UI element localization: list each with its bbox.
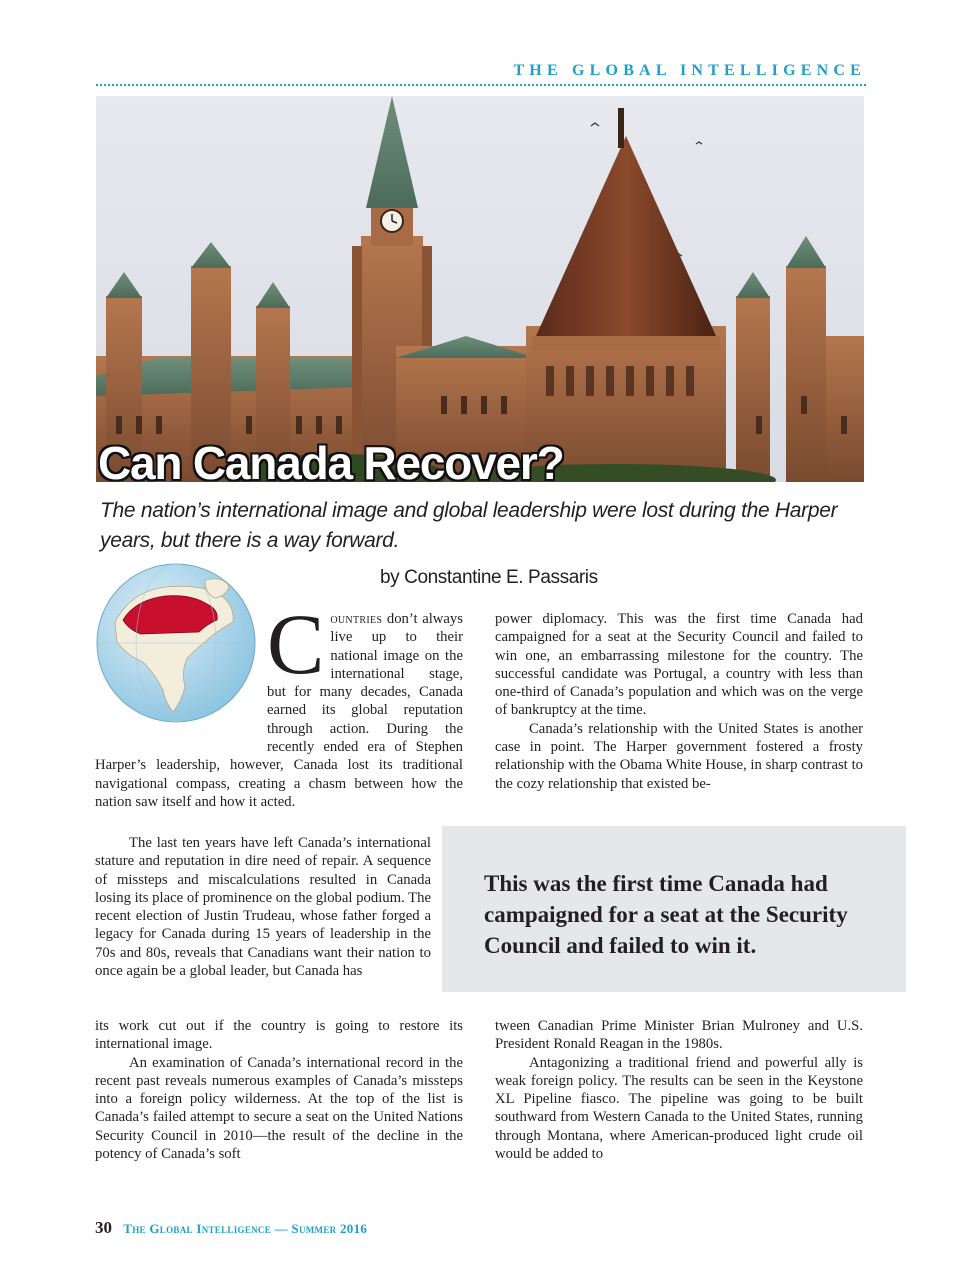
paragraph-3: An examination of Canada’s international record in the recent past reveals numerous examples of Canada’s missteps into a foreign policy wilderness. At the top of the list is Canada’s failed attempt to secure a seat on the United Nations Security Council in 2010—the result of the decline in the potency of Canada’s soft	[95, 1054, 463, 1163]
column-left-middle	[95, 834, 431, 980]
lead-smallcaps: ountries	[330, 611, 383, 627]
masthead: THE GLOBAL INTELLIGENCE	[96, 62, 866, 86]
globe-wrap-space	[95, 610, 267, 756]
byline: by Constantine E. Passaris	[380, 567, 598, 588]
paragraph-3-end: power diplomacy. This was the first time Canada had campaigned for a seat at the Security Council and failed to win one, an embarrassing milestone for the country. The successful candidate was Portugal, a country with less than one-third of Canada’s population and which was on the verge of bankruptcy at the time.	[495, 611, 863, 719]
paragraph-1-text: don’t always live up to their national image on the international stage, but for many decades, Canada earned its global reputation through action. During the recently ended era of Stephen Harper’s leadership, however, Canada lost its traditional navigational compass, creating a chasm between how the nation saw itself and how it acted.	[95, 611, 463, 810]
page-number: 30	[95, 1218, 112, 1237]
parliament-illustration	[96, 96, 864, 482]
column-left-bottom	[95, 1017, 463, 1163]
pull-quote-text: This was the first time Canada had campaigned for a seat at the Security Council and failed to win it.	[484, 871, 848, 958]
column-left-top	[95, 596, 463, 811]
article-title: Can Canada Recover?	[98, 437, 564, 489]
page-footer	[95, 1218, 367, 1238]
column-right-top	[495, 610, 863, 793]
paragraph-2-end: its work cut out if the country is going to restore its international image.	[95, 1018, 463, 1053]
article-subtitle: The nation’s international image and global leadership were lost during the Harper years, but there is a way forward.	[100, 499, 838, 552]
dropcap: C	[267, 596, 325, 692]
paragraph-5: Antagonizing a traditional friend and powerful ally is weak foreign policy. The results can be seen in the Keystone XL Pipeline fiasco. The pipeline was going to be built southward from Western Canada to the United States, running through Montana, where American-produced light crude oil would be added to	[495, 1054, 863, 1163]
paragraph-4-end: tween Canadian Prime Minister Brian Mulroney and U.S. President Ronald Reagan in the 1980s.	[495, 1018, 863, 1053]
paragraph-2: The last ten years have left Canada’s international stature and reputation in dire need of repair. A sequence of missteps and miscalculations resulted in Canada losing its place of prominence on the global podium. The recent election of Justin Trudeau, whose father forged a legacy for Canada during 15 years of leadership in the 70s and 80s, reveals that Canadians want their nation to once again be a global leader, but Canada has	[95, 835, 431, 980]
pull-quote-box	[442, 826, 906, 992]
hero-image	[96, 96, 864, 482]
column-right-bottom	[495, 1017, 863, 1163]
paragraph-4: Canada’s relationship with the United States is another case in point. The Harper government fostered a frosty relationship with the Obama White House, in sharp contrast to the cozy relationship that existed be-	[495, 720, 863, 792]
footer-publication: The Global Intelligence — Summer 2016	[123, 1221, 368, 1236]
